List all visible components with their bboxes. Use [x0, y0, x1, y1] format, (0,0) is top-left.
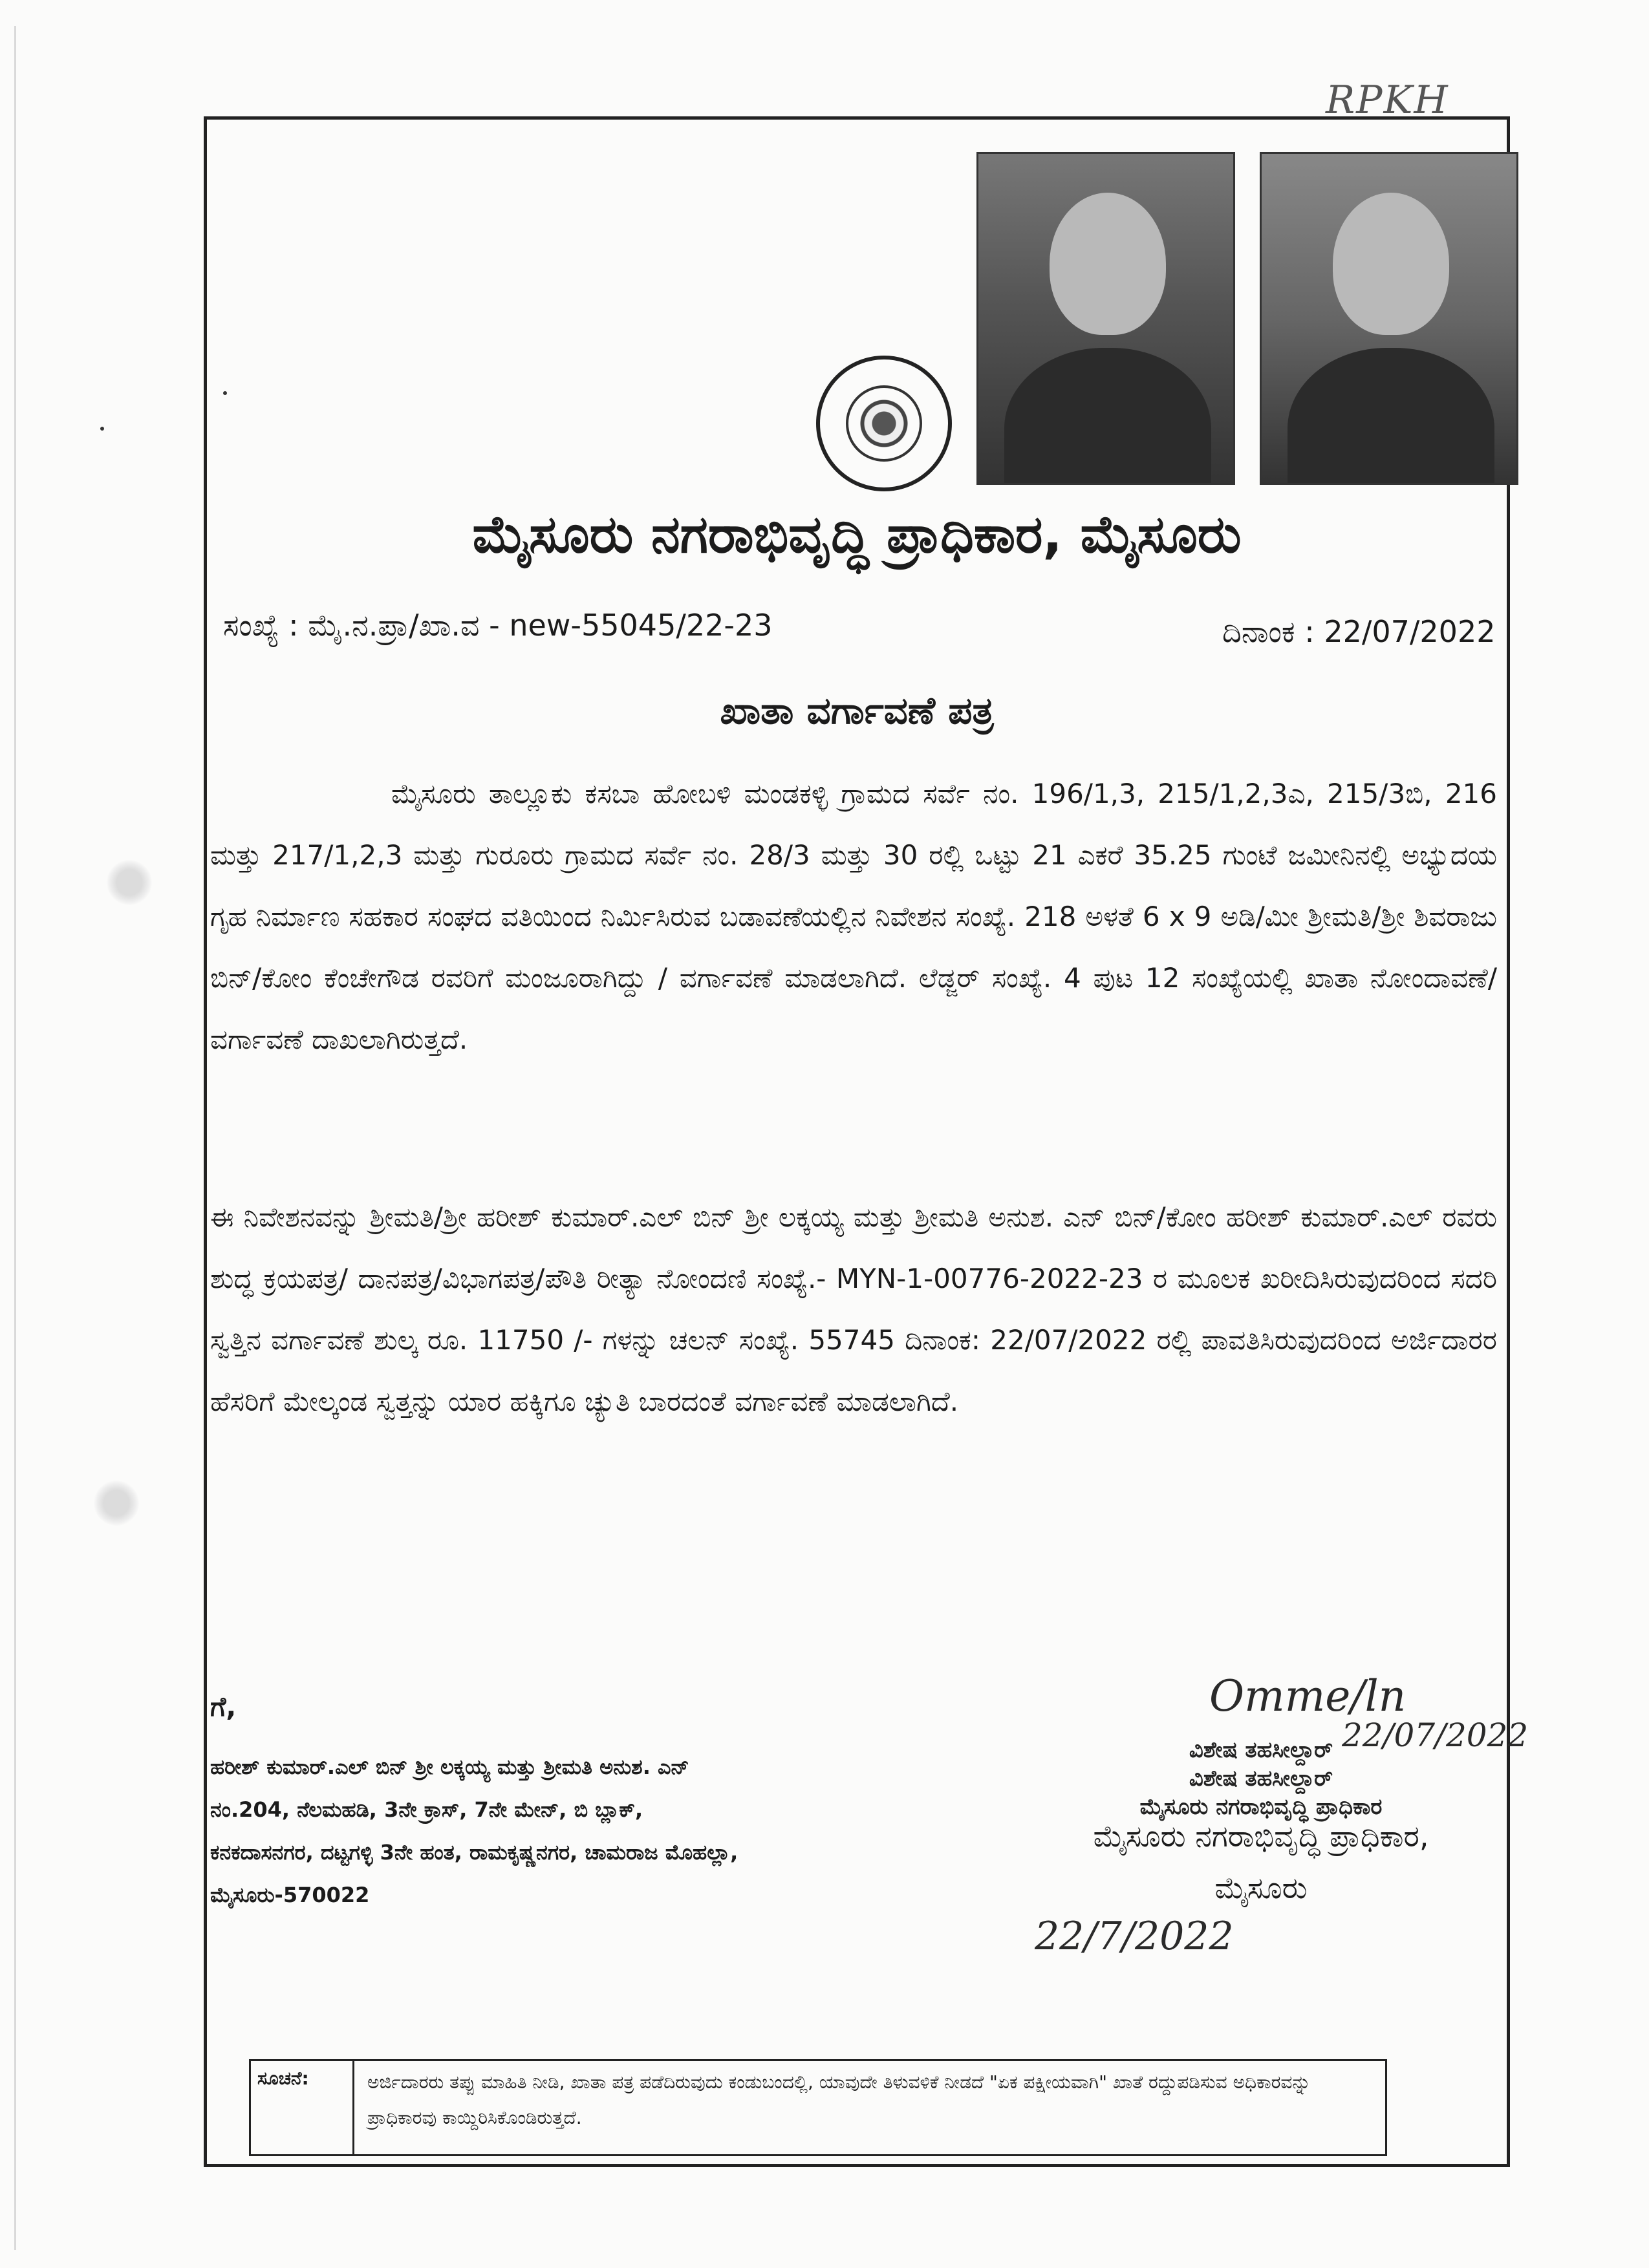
office-line: ಮೈಸೂರು [1214, 1870, 1308, 1905]
document-date: ದಿನಾಂಕ : 22/07/2022 [1222, 614, 1496, 649]
body-paragraph-1: ಮೈಸೂರು ತಾಲ್ಲೂಕು ಕಸಬಾ ಹೋಬಳಿ ಮಂಡಕಳ್ಳಿ ಗ್ರಾಮದ ಸರ್ವೆ ನಂ. 196/1,3, 215/1,2,3ಎ, 215/3ಬಿ, 216 ಮತ್ತು 217/1,2,3 ಮತ್ತು ಗುರೂರು ಗ್ರಾಮದ ಸರ್ವೆ ನಂ. 28/3 ಮತ್ತು 30 ರಲ್ಲಿ ಒಟ್ಟು 21 ಎಕರೆ 35.25 ಗುಂಟೆ ಜಮೀನಿನಲ್ಲಿ ಅಭ್ಯುದಯ ಗೃಹ ನಿರ್ಮಾಣ ಸಹಕಾರ ಸಂಘದ ವತಿಯಿಂದ ನಿರ್ಮಿಸಿರುವ ಬಡಾವಣೆಯಲ್ಲಿನ ನಿವೇಶನ ಸಂಖ್ಯೆ. 218 ಅಳತೆ 6 x 9 ಅಡಿ/ಮೀ ಶ್ರೀಮತಿ/ಶ್ರೀ ಶಿವರಾಜು ಬಿನ್/ಕೋಂ ಕೆಂಚೇಗೌಡ ರವರಿಗೆ ಮಂಜೂರಾಗಿದ್ದು / ವರ್ಗಾವಣೆ ಮಾಡಲಾಗಿದೆ. ಲೆಡ್ಜರ್ ಸಂಖ್ಯೆ. 4 ಪುಟ 12 ಸಂಖ್ಯೆಯಲ್ಲಿ ಖಾತಾ ನೋಂದಾವಣೆ/ ವರ್ಗಾವಣೆ ದಾಖಲಾಗಿರುತ್ತದೆ. [210, 778, 1497, 1055]
speck [100, 427, 104, 431]
punch-hole [94, 1481, 139, 1526]
body-paragraph-2: ಈ ನಿವೇಶನವನ್ನು ಶ್ರೀಮತಿ/ಶ್ರೀ ಹರೀಶ್ ಕುಮಾರ್.ಎಲ್ ಬಿನ್ ಶ್ರೀ ಲಕ್ಕಯ್ಯ ಮತ್ತು ಶ್ರೀಮತಿ ಅನುಶ. ಎನ್ ಬಿನ್/ಕೋಂ ಹರೀಶ್ ಕುಮಾರ್.ಎಲ್ ರವರು ಶುದ್ಧ ಕ್ರಯಪತ್ರ/ ದಾನಪತ್ರ/ವಿಭಾಗಪತ್ರ/ಪೌತಿ ರೀತ್ಯಾ ನೋಂದಣಿ ಸಂಖ್ಯೆ.- MYN-1-00776-2022-23 ರ ಮೂಲಕ ಖರೀದಿಸಿರುವುದರಿಂದ ಸದರಿ ಸ್ವತ್ತಿನ ವರ್ಗಾವಣೆ ಶುಲ್ಕ ರೂ. 11750 /- ಗಳನ್ನು ಚಲನ್ ಸಂಖ್ಯೆ. 55745 ದಿನಾಂಕ: 22/07/2022 ರಲ್ಲಿ ಪಾವತಿಸಿರುವುದರಿಂದ ಅರ್ಜಿದಾರರ ಹೆಸರಿಗೆ ಮೇಲ್ಕಂಡ ಸ್ವತ್ತನ್ನು ಯಾರ ಹಕ್ಕಿಗೂ ಚ್ಯುತಿ ಬಾರದಂತೆ ವರ್ಗಾವಣೆ ಮಾಡಲಾಗಿದೆ. [210, 1201, 1497, 1417]
punch-hole [107, 860, 152, 905]
addressee-name: ಹರೀಶ್ ಕುಮಾರ್.ಎಲ್ ಬಿನ್ ಶ್ರೀ ಲಕ್ಕಯ್ಯ ಮತ್ತು ಶ್ರೀಮತಿ ಅನುಶ. ಎನ್ [210, 1755, 689, 1779]
stamp-line: ವಿಶೇಷ ತಹಸೀಲ್ದಾರ್ [1189, 1737, 1333, 1763]
stamp-line: ವಿಶೇಷ ತಹಸೀಲ್ದಾರ್ [1189, 1766, 1333, 1792]
seal-emblem [846, 385, 922, 462]
signature-block [1015, 1671, 1529, 2007]
note-box [249, 2059, 1387, 2156]
applicant-photo-female [1260, 152, 1518, 485]
photo-body [1288, 348, 1494, 485]
applicant-photo-male [976, 152, 1235, 485]
addressee-line: ಕನಕದಾಸನಗರ, ದಟ್ಟಗಳ್ಳಿ 3ನೇ ಹಂತ, ರಾಮಕೃಷ್ಣನಗರ, ಚಾಮರಾಜ ಮೊಹಲ್ಲಾ, [210, 1840, 738, 1865]
authority-seal-icon [816, 356, 952, 491]
office-line: ಮೈಸೂರು ನಗರಾಭಿವೃದ್ಧಿ ಪ್ರಾಧಿಕಾರ, [1093, 1819, 1429, 1854]
page-title: ಮೈಸೂರು ನಗರಾಭಿವೃದ್ಧಿ ಪ್ರಾಧಿಕಾರ, ಮೈಸೂರು [472, 504, 1242, 564]
reference-number: ಸಂಖ್ಯೆ : ಮೈ.ನ.ಪ್ರಾ/ಖಾ.ವ - new-55045/22-23 [223, 608, 773, 643]
signature-date: 22/07/2022 [1342, 1717, 1529, 1754]
document-subject: ಖಾತಾ ವರ್ಗಾವಣೆ ಪತ್ರ [720, 689, 994, 733]
addressee-line: ಮೈಸೂರು-570022 [210, 1883, 370, 1907]
handwritten-reference: RPKH [1326, 78, 1449, 123]
stamp-line: ಮೈಸೂರು ನಗರಾಭಿವೃದ್ಧಿ ಪ್ರಾಧಿಕಾರ [1139, 1794, 1383, 1820]
office-name [1028, 1810, 1494, 1914]
photo-body [1004, 348, 1211, 485]
note-label: ಸೂಚನೆ: [251, 2061, 354, 2154]
addressee-block [210, 1746, 738, 1916]
official-stamp [1125, 1736, 1397, 1821]
photo-head [1333, 193, 1449, 335]
countersign-date: 22/7/2022 [1035, 1914, 1234, 1959]
addressee-salutation: ಗೆ, [210, 1691, 237, 1722]
note-text: ಅರ್ಜಿದಾರರು ತಪ್ಪು ಮಾಹಿತಿ ನೀಡಿ, ಖಾತಾ ಪತ್ರ ಪಡೆದಿರುವುದು ಕಂಡುಬಂದಲ್ಲಿ, ಯಾವುದೇ ತಿಳುವಳಿಕೆ ನೀಡದೆ "ಏಕ ಪಕ್ಷೀಯವಾಗಿ" ಖಾತೆ ರದ್ದುಪಡಿಸುವ ಅಧಿಕಾರವನ್ನು ಪ್ರಾಧಿಕಾರವು ಕಾಯ್ದಿರಿಸಿಕೊಂಡಿರುತ್ತದೆ. [367, 2071, 1311, 2128]
handwritten-signature: Omme/ln [1209, 1671, 1406, 1721]
addressee-line: ನಂ.204, ನೆಲಮಹಡಿ, 3ನೇ ಕ್ರಾಸ್, 7ನೇ ಮೇನ್, ಬಿ ಬ್ಲಾಕ್, [210, 1797, 643, 1822]
photo-head [1050, 193, 1166, 335]
